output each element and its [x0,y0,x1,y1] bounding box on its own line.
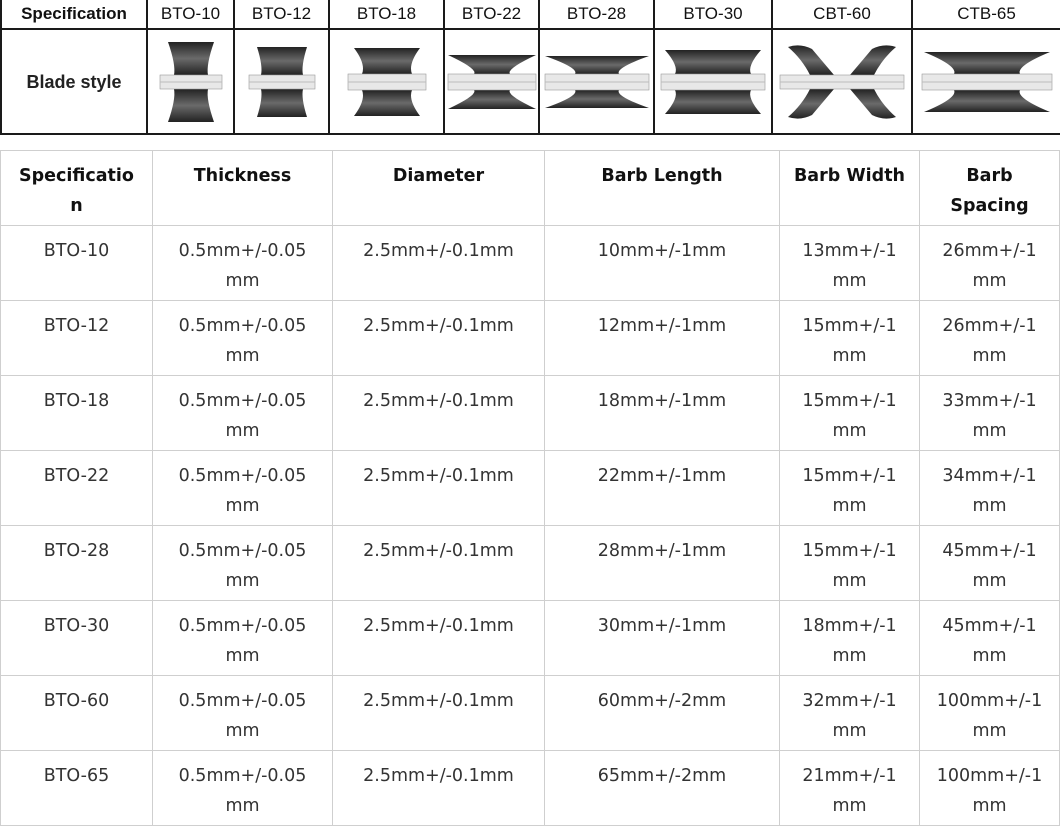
cell-specification [0,226,153,301]
cell-text: 26mm+/-1 [942,316,1037,336]
cell-text: BTO-22 [43,466,110,486]
blade-image-cbt-60 [773,30,913,134]
cell-text: BTO-10 [43,241,110,261]
cell-text: BTO-30 [43,616,110,636]
cell-text: mm [972,796,1007,816]
blade-image-ctb-65 [913,30,1060,134]
spec-col-header-barb-length [545,150,780,226]
cell-thickness [153,301,333,376]
cell-thickness [153,376,333,451]
spec-col-header-specification [0,150,153,226]
blade-image-bto-12 [235,30,330,134]
table-row [0,301,1060,376]
cell-text: 15mm+/-1 [802,466,897,486]
cell-barb-spacing [920,301,1060,376]
cell-text: 0.5mm+/-0.05 [178,691,307,711]
blade-header-ctb-65: CTB-65 [913,0,1060,30]
blade-header-bto-18: BTO-18 [330,0,445,30]
cell-thickness [153,451,333,526]
cell-text: 15mm+/-1 [802,316,897,336]
blade-style-label-cell [0,30,148,134]
table-row [0,526,1060,601]
cell-specification [0,526,153,601]
blade-bto-30-image [659,46,767,118]
cell-barb-spacing [920,451,1060,526]
cell-barb-spacing [920,601,1060,676]
cell-text: mm [832,346,867,366]
cell-text: mm [832,571,867,591]
header-line: Diameter [392,166,485,186]
blade-header-bto-10: BTO-10 [148,0,235,30]
cell-barb-length [545,301,780,376]
cell-text: mm [225,721,260,741]
cell-text: mm [972,346,1007,366]
cell-text: mm [832,496,867,516]
cell-barb-width [780,376,920,451]
blade-image-bto-30 [655,30,773,134]
cell-barb-width [780,301,920,376]
cell-text: mm [972,421,1007,441]
cell-specification [0,601,153,676]
table-row [0,376,1060,451]
cell-specification [0,301,153,376]
blade-header-bto-30: BTO-30 [655,0,773,30]
header-line: Specificatio [19,166,134,186]
blade-header-cbt-60: CBT-60 [773,0,913,30]
cell-text: 2.5mm+/-0.1mm [363,691,514,711]
cell-text: BTO-28 [43,541,110,561]
header-line: n [70,196,83,216]
cell-text: mm [225,346,260,366]
cell-text: mm [225,421,260,441]
cell-text: 2.5mm+/-0.1mm [363,766,514,786]
cell-barb-length [545,376,780,451]
cell-text: 15mm+/-1 [802,391,897,411]
cell-text: 45mm+/-1 [942,616,1037,636]
cell-barb-width [780,226,920,301]
cell-text: 0.5mm+/-0.05 [178,541,307,561]
cell-text: mm [225,646,260,666]
cell-thickness [153,676,333,751]
cell-text: mm [225,796,260,816]
cell-text: 0.5mm+/-0.05 [178,466,307,486]
cell-diameter [333,751,545,826]
cell-barb-length [545,526,780,601]
cell-barb-spacing [920,376,1060,451]
blade-bto-18-image [346,44,428,120]
cell-text: mm [972,646,1007,666]
blade-bto-22-image [446,51,538,113]
blade-header-specification: Specification [0,0,148,30]
cell-text: 21mm+/-1 [802,766,897,786]
blade-header-bto-22: BTO-22 [445,0,540,30]
cell-text: mm [832,421,867,441]
cell-text: 0.5mm+/-0.05 [178,316,307,336]
cell-text: 2.5mm+/-0.1mm [363,241,514,261]
cell-thickness [153,751,333,826]
spec-col-header-barb-spacing [920,150,1060,226]
cell-text: mm [225,571,260,591]
cell-barb-length [545,226,780,301]
cell-diameter [333,376,545,451]
cell-text: 45mm+/-1 [942,541,1037,561]
cell-text: 18mm+/-1mm [597,391,727,411]
blade-image-bto-28 [540,30,655,134]
cell-barb-width [780,601,920,676]
cell-barb-spacing [920,676,1060,751]
cell-text: 65mm+/-2mm [597,766,727,786]
table-row [0,451,1060,526]
cell-barb-length [545,676,780,751]
header-line: Spacing [950,196,1029,216]
cell-diameter [333,601,545,676]
cell-barb-width [780,451,920,526]
cell-diameter [333,226,545,301]
cell-text: mm [832,721,867,741]
cell-text: BTO-12 [43,316,110,336]
cell-text: mm [832,646,867,666]
header-line: Barb Length [601,166,723,186]
cell-text: 15mm+/-1 [802,541,897,561]
cell-barb-length [545,601,780,676]
cell-text: 26mm+/-1 [942,241,1037,261]
cell-text: 2.5mm+/-0.1mm [363,541,514,561]
cell-specification [0,376,153,451]
blade-header-bto-28: BTO-28 [540,0,655,30]
blade-bto-10-image [156,37,226,127]
blade-bto-12-image [245,42,319,122]
spec-col-header-barb-width [780,150,920,226]
blade-style-label: Blade style [26,71,122,92]
header-line: Barb [966,166,1013,186]
cell-barb-width [780,526,920,601]
cell-barb-length [545,451,780,526]
cell-text: 60mm+/-2mm [597,691,727,711]
blade-image-bto-18 [330,30,445,134]
cell-text: 18mm+/-1 [802,616,897,636]
cell-diameter [333,451,545,526]
cell-text: mm [832,796,867,816]
cell-text: mm [832,271,867,291]
blade-table-bottom-border [0,133,1060,135]
cell-text: 2.5mm+/-0.1mm [363,316,514,336]
cell-specification [0,451,153,526]
cell-thickness [153,526,333,601]
cell-thickness [153,226,333,301]
cell-text: 0.5mm+/-0.05 [178,766,307,786]
cell-barb-width [780,751,920,826]
cell-barb-spacing [920,526,1060,601]
header-line: Barb Width [793,166,906,186]
cell-text: 0.5mm+/-0.05 [178,241,307,261]
cell-diameter [333,676,545,751]
cell-text: 34mm+/-1 [942,466,1037,486]
cell-thickness [153,601,333,676]
cell-text: mm [972,496,1007,516]
table-row [0,751,1060,826]
cell-barb-width [780,676,920,751]
cell-specification [0,751,153,826]
cell-text: 32mm+/-1 [802,691,897,711]
cell-specification [0,676,153,751]
cell-text: 10mm+/-1mm [597,241,727,261]
cell-barb-spacing [920,751,1060,826]
cell-text: 22mm+/-1mm [597,466,727,486]
cell-text: 13mm+/-1 [802,241,897,261]
blade-image-bto-22 [445,30,540,134]
blade-bto-28-image [543,52,651,112]
cell-text: mm [972,271,1007,291]
cell-text: mm [972,721,1007,741]
cell-text: mm [225,271,260,291]
spec-table-header-row [0,150,1060,226]
cell-barb-spacing [920,226,1060,301]
spec-col-header-thickness [153,150,333,226]
blade-style-table [0,0,1060,136]
cell-text: BTO-60 [43,691,110,711]
cell-text: 12mm+/-1mm [597,316,727,336]
blade-image-bto-10 [148,30,235,134]
cell-text: 100mm+/-1 [936,766,1043,786]
cell-text: 33mm+/-1 [942,391,1037,411]
cell-text: 0.5mm+/-0.05 [178,616,307,636]
cell-text: 2.5mm+/-0.1mm [363,466,514,486]
table-row [0,676,1060,751]
cell-text: 28mm+/-1mm [597,541,727,561]
cell-text: 2.5mm+/-0.1mm [363,616,514,636]
cell-text: 30mm+/-1mm [597,616,727,636]
cell-text: mm [225,496,260,516]
cell-text: 0.5mm+/-0.05 [178,391,307,411]
cell-diameter [333,526,545,601]
cell-text: mm [972,571,1007,591]
blade-cbt-60-image [778,37,906,127]
blade-ctb-65-image [920,48,1054,116]
cell-text: BTO-65 [43,766,110,786]
blade-header-bto-12: BTO-12 [235,0,330,30]
table-row [0,226,1060,301]
cell-barb-length [545,751,780,826]
table-row [0,601,1060,676]
cell-diameter [333,301,545,376]
cell-text: 2.5mm+/-0.1mm [363,391,514,411]
cell-text: 100mm+/-1 [936,691,1043,711]
spec-col-header-diameter [333,150,545,226]
header-line: Thickness [193,166,292,186]
cell-text: BTO-18 [43,391,110,411]
